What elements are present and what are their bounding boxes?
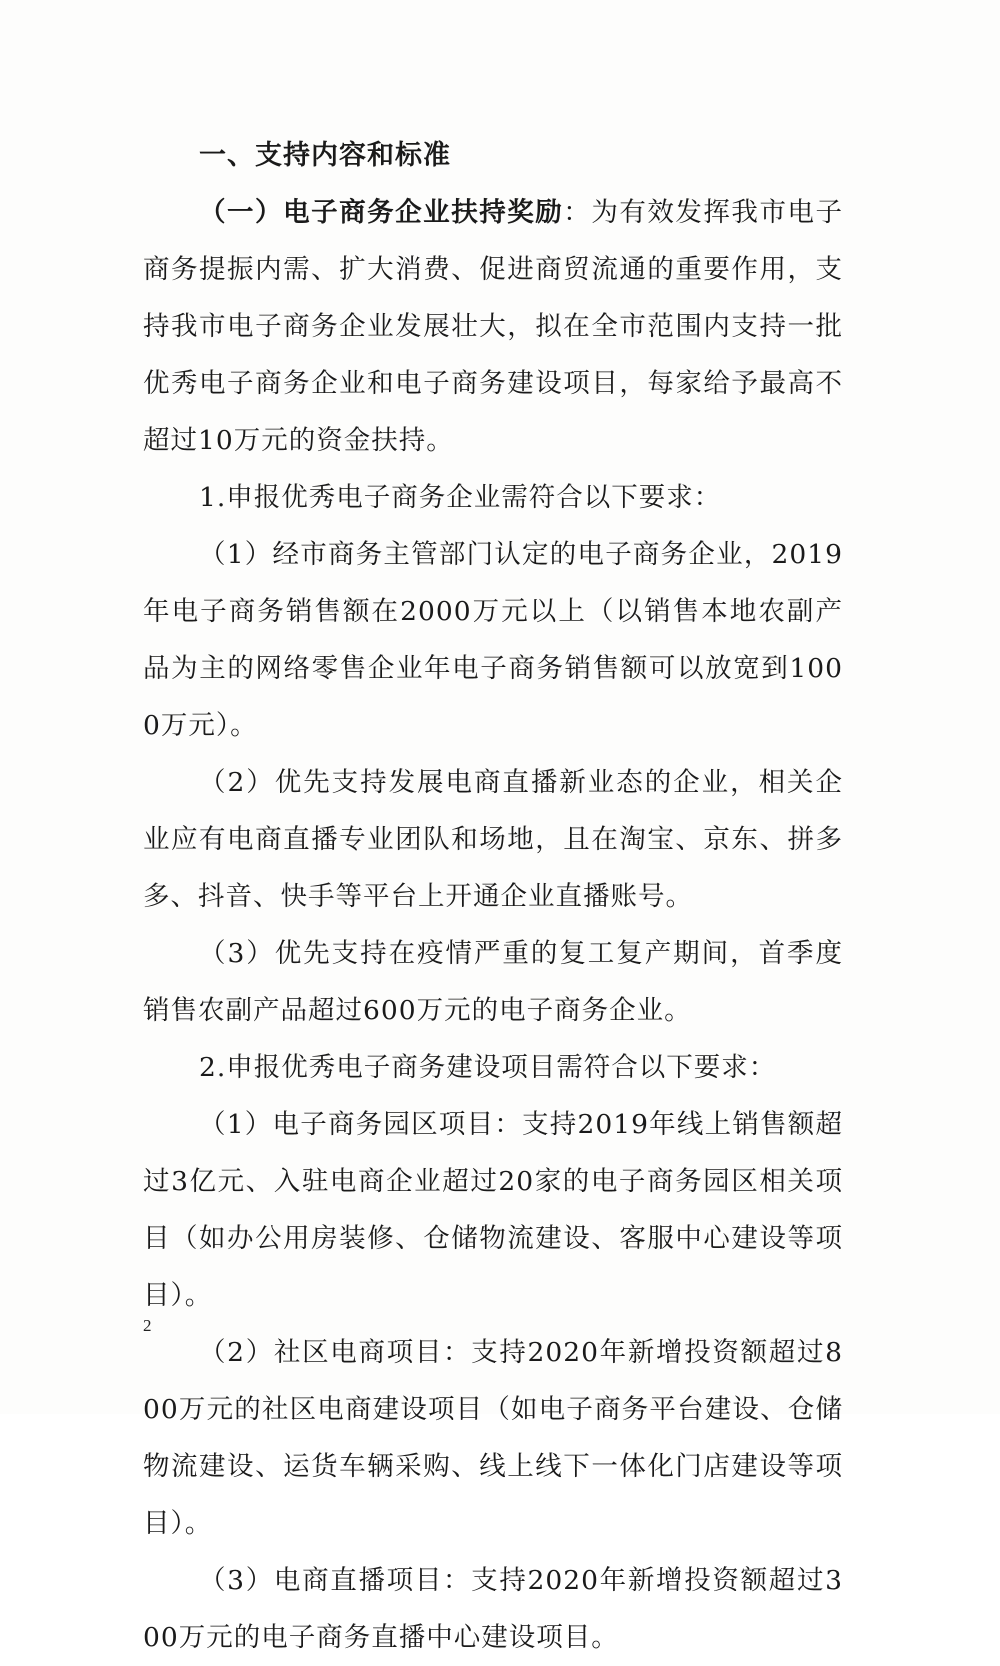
item-1-criterion-2: （2）优先支持发展电商直播新业态的企业，相关企业应有电商直播专业团队和场地，且在淘宝、京东、拼多多、抖音、快手等平台上开通企业直播账号。 [143, 767, 843, 912]
subsection-1-body: ：为有效发挥我市电子商务提振内需、扩大消费、促进商贸流通的重要作用，支持我市电子商务企业发展壮大，拟在全市范围内支持一批优秀电子商务企业和电子商务建设项目，每家给予最高不超过10万元的资金扶持。 [143, 197, 844, 456]
item-2-criterion-3: （3）电商直播项目：支持2020年新增投资额超过300万元的电子商务直播中心建设项目。 [143, 1565, 843, 1653]
item-2-criterion-1: （1）电子商务园区项目：支持2019年线上销售额超过3亿元、入驻电商企业超过20家的电子商务园区相关项目（如办公用房装修、仓储物流建设、客服中心建设等项目）。 [143, 1109, 843, 1311]
subsection-1-title: （一）电子商务企业扶持奖励 [199, 197, 564, 228]
item-2-criterion-2: （2）社区电商项目：支持2020年新增投资额超过800万元的社区电商建设项目（如电子商务平台建设、仓储物流建设、运货车辆采购、线上线下一体化门店建设等项目）。 [143, 1337, 843, 1539]
page-number: 2 [143, 1316, 152, 1335]
item-1-intro: 1.申报优秀电子商务企业需符合以下要求： [199, 482, 722, 513]
item-1-criterion-1: （1）经市商务主管部门认定的电子商务企业，2019年电子商务销售额在2000万元以上（以销售本地农副产品为主的网络零售企业年电子商务销售额可以放宽到1000万元）。 [143, 539, 843, 741]
item-1-criterion-3: （3）优先支持在疫情严重的复工复产期间，首季度销售农副产品超过600万元的电子商务企业。 [143, 938, 843, 1026]
subsection-1-paragraph [143, 184, 843, 469]
section-heading: 一、支持内容和标准 [199, 140, 451, 171]
document-body [143, 128, 843, 1666]
item-2-intro: 2.申报优秀电子商务建设项目需符合以下要求： [199, 1052, 777, 1083]
